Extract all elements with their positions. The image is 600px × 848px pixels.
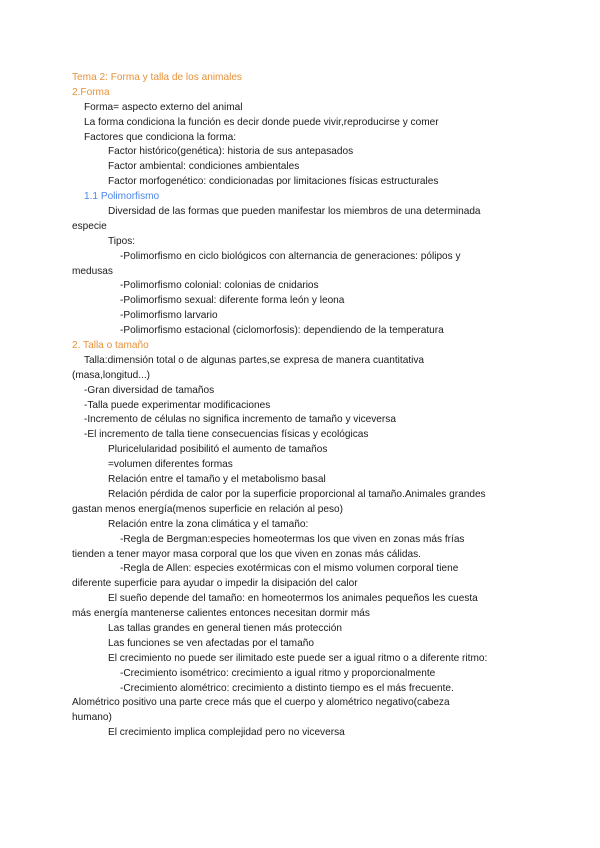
section-heading-forma: 2.Forma xyxy=(72,86,110,98)
text-line: más energía mantenerse calientes entonces necesitan dormir más xyxy=(72,608,370,620)
text-line: =volumen diferentes formas xyxy=(108,459,233,471)
text-line: El crecimiento implica complejidad pero no viceversa xyxy=(108,727,345,739)
list-item: -Polimorfismo colonial: colonias de cnidarios xyxy=(120,280,319,292)
list-item: Factor ambiental: condiciones ambientales xyxy=(108,161,300,173)
list-item: -Regla de Bergman:especies homeotermas los que viven en zonas más frías xyxy=(120,533,465,545)
list-item: -Polimorfismo estacional (ciclomorfosis): dependiendo de la temperatura xyxy=(120,325,444,337)
text-line: La forma condiciona la función es decir donde puede vivir,reproducirse y comer xyxy=(84,116,439,128)
text-line: Forma= aspecto externo del animal xyxy=(84,101,243,113)
text-line: Relación entre la zona climática y el tamaño: xyxy=(108,518,309,530)
list-item: -Polimorfismo larvario xyxy=(120,310,218,322)
list-item: -Polimorfismo sexual: diferente forma león y leona xyxy=(120,295,345,307)
text-line: Factores que condiciona la forma: xyxy=(84,131,237,143)
text-line: tienden a tener mayor masa corporal que los que viven en zonas más cálidas. xyxy=(72,548,421,560)
list-item: -Talla puede experimentar modificaciones xyxy=(84,399,271,411)
list-item: -Regla de Allen: especies exotérmicas con el mismo volumen corporal tiene xyxy=(120,563,459,575)
text-line: Las tallas grandes en general tienen más protección xyxy=(108,622,342,634)
list-item: Factor morfogenético: condicionadas por limitaciones físicas estructurales xyxy=(108,176,439,188)
list-item: Factor histórico(genética): historia de sus antepasados xyxy=(108,146,354,158)
text-line: especie xyxy=(72,220,107,232)
text-line: Relación entre el tamaño y el metabolismo basal xyxy=(108,474,326,486)
list-item: -Crecimiento alométrico: crecimiento a distinto tiempo es el más frecuente. xyxy=(120,682,454,694)
subheading-polimorfismo: 1.1 Polimorfismo xyxy=(84,191,160,203)
list-item: -Incremento de células no significa incremento de tamaño y viceversa xyxy=(84,414,396,426)
text-line: gastan menos energía(menos superficie en relación al peso) xyxy=(72,503,344,515)
text-line: Pluricelularidad posibilitó el aumento de tamaños xyxy=(108,444,328,456)
section-heading-talla: 2. Talla o tamaño xyxy=(72,340,149,352)
text-line: Talla:dimensión total o de algunas partes,se expresa de manera cuantitativa xyxy=(84,354,425,366)
text-line: humano) xyxy=(72,712,112,724)
text-line: Tipos: xyxy=(108,235,136,247)
document-content xyxy=(72,71,532,741)
text-line: (masa,longitud...) xyxy=(72,369,150,381)
list-item: -Polimorfismo en ciclo biológicos con alternancia de generaciones: pólipos y xyxy=(120,250,461,262)
text-line: medusas xyxy=(72,265,113,277)
text-line: diferente superficie para ayudar o impedir la disipación del calor xyxy=(72,578,358,590)
text-line: Diversidad de las formas que pueden manifestar los miembros de una determinada xyxy=(108,206,481,218)
list-item: -Crecimiento isométrico: crecimiento a igual ritmo y proporcionalmente xyxy=(120,667,436,679)
list-item: -El incremento de talla tiene consecuencias físicas y ecológicas xyxy=(84,429,369,441)
text-line: El crecimiento no puede ser ilimitado este puede ser a igual ritmo o a diferente ritmo: xyxy=(108,652,488,664)
document-title: Tema 2: Forma y talla de los animales xyxy=(72,72,242,83)
text-line: El sueño depende del tamaño: en homeotermos los animales pequeños les cuesta xyxy=(108,593,478,605)
text-line: Alométrico positivo una parte crece más que el cuerpo y alométrico negativo(cabeza xyxy=(72,697,450,709)
text-line: Relación pérdida de calor por la superficie proporcional al tamaño.Animales grandes xyxy=(108,488,486,500)
list-item: -Gran diversidad de tamaños xyxy=(84,384,215,396)
text-line: Las funciones se ven afectadas por el tamaño xyxy=(108,637,314,649)
